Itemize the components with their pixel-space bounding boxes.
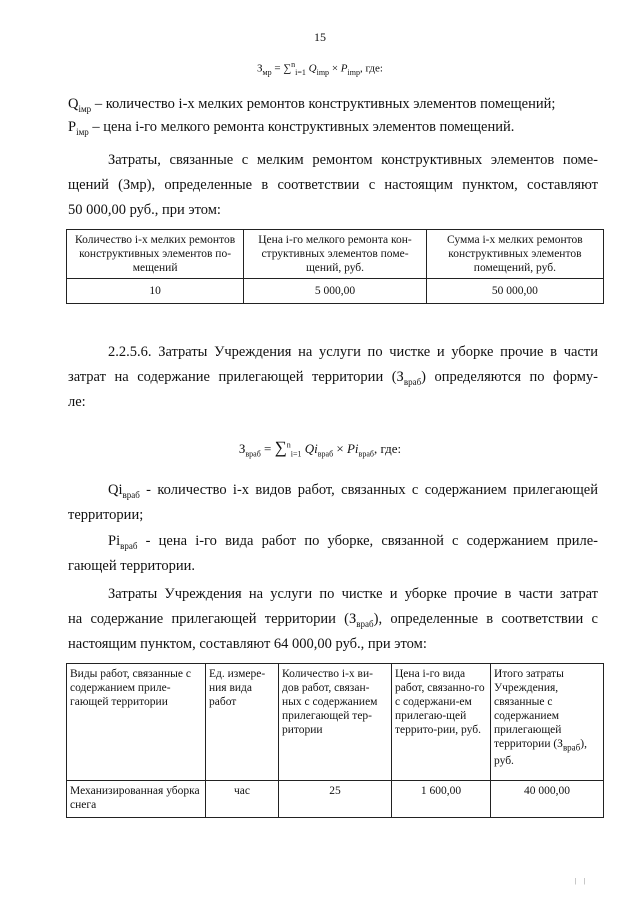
para3-line1: Затраты Учреждения на услуги по чистке и уборке прочие в части затрат — [108, 586, 598, 602]
f1-p: P — [340, 62, 348, 75]
t2-cell-unit: час — [206, 781, 279, 818]
f1-times: × — [329, 62, 341, 75]
t1-header-3: Сумма i-х мелких ремонтов конструктивных элементов помещений, руб. — [426, 230, 603, 279]
para3-line3: настоящим пунктом, составляют 64 000,00 руб., при этом: — [68, 636, 427, 652]
definition-qi-line2: территории; — [68, 507, 144, 523]
territory-table — [66, 663, 604, 818]
f1-eq: = — [271, 62, 284, 75]
f1-p-sub: imp — [347, 67, 360, 77]
page-number: 15 — [314, 30, 326, 44]
para3-line2: на содержание прилегающей территории $(З_{враб})$, определенные в соответствии с — [68, 611, 598, 629]
definition-pi-line1: $Pi_{враб}$ - цена i-го вида работ по уборке, связанной с содержанием приле- — [108, 533, 598, 551]
small-repairs-table — [66, 229, 604, 304]
t2-header-total: Итого затраты Учреждения, связанные с содержанием прилегающей территории $(З_{враб})$, руб. — [491, 664, 604, 781]
para2-line1: 2.2.5.6. Затраты Учреждения на услуги по чистке и уборке прочие в части — [108, 344, 598, 360]
f1-lhs: З — [257, 62, 263, 75]
para1-line3: 50 000,00 руб., при этом: — [68, 202, 221, 218]
f1-q: Q — [308, 62, 317, 75]
f1-sum-sup: n — [291, 60, 296, 69]
f1-tail: , где: — [359, 62, 383, 75]
t1-header-2: Цена i-го мелкого ремонта кон-структивных элементов поме-щений, руб. — [244, 230, 427, 279]
scan-marks: | | — [574, 877, 588, 885]
t2-cell-total: 40 000,00 — [491, 781, 604, 818]
t1-cell-qty: 10 — [67, 279, 244, 304]
t2-cell-work: Механизированная уборка снега — [67, 781, 206, 818]
f1-q-sub: imp — [316, 67, 330, 77]
t1-header-1: Количество i-х мелких ремонтов конструктивных элементов по-мещений — [67, 230, 244, 279]
definition-qi-line1: $Qi_{враб}$ - количество i-х видов работ, связанных с содержанием прилегающей — [108, 482, 598, 500]
formula-territory: $З_{враб} = \sum^n_{i=1}$ $Qi_{враб} \times Pi_{враб}$, где: — [238, 438, 402, 459]
para2-line3: ле: — [68, 394, 86, 410]
para1-line1: Затраты, связанные с мелким ремонтом конструктивных элементов поме- — [108, 152, 598, 168]
t2-header-qty: Количество i-х ви-дов работ, связан-ных с содержанием прилегающей тер-ритории — [279, 664, 392, 781]
para1-line2: щений (Змр), определенные в соответствии с настоящим пунктом, составляют — [68, 177, 598, 193]
f1-sum-sub: i=1 — [295, 67, 306, 77]
formula-small-repairs — [0, 60, 640, 77]
t2-header-price: Цена i-го вида работ, связанно-го с содержани-ем прилегаю-щей террито-рии, руб. — [392, 664, 491, 781]
definition-pi-line2: гающей территории. — [68, 558, 196, 574]
definition-q: $Q_{iмр}$ – количество i-х мелких ремонтов конструктивных элементов помещений; — [68, 96, 556, 114]
para2-line2: затрат на содержание прилегающей территории $(З_{враб})$ определяются по форму- — [68, 369, 598, 387]
t1-cell-sum: 50 000,00 — [426, 279, 603, 304]
f1-sum: ∑ — [283, 62, 292, 75]
t2-header-works: Виды работ, связанные с содержанием приле-гающей территории — [67, 664, 206, 781]
t2-header-unit: Ед. измере-ния вида работ — [206, 664, 279, 781]
t1-cell-price: 5 000,00 — [244, 279, 427, 304]
t2-cell-qty: 25 — [279, 781, 392, 818]
t2-cell-price: 1 600,00 — [392, 781, 491, 818]
f1-lhs-sub: мр — [262, 67, 272, 77]
definition-p: $P_{iмр}$ – цена i-го мелкого ремонта конструктивных элементов помещений. — [68, 119, 515, 137]
